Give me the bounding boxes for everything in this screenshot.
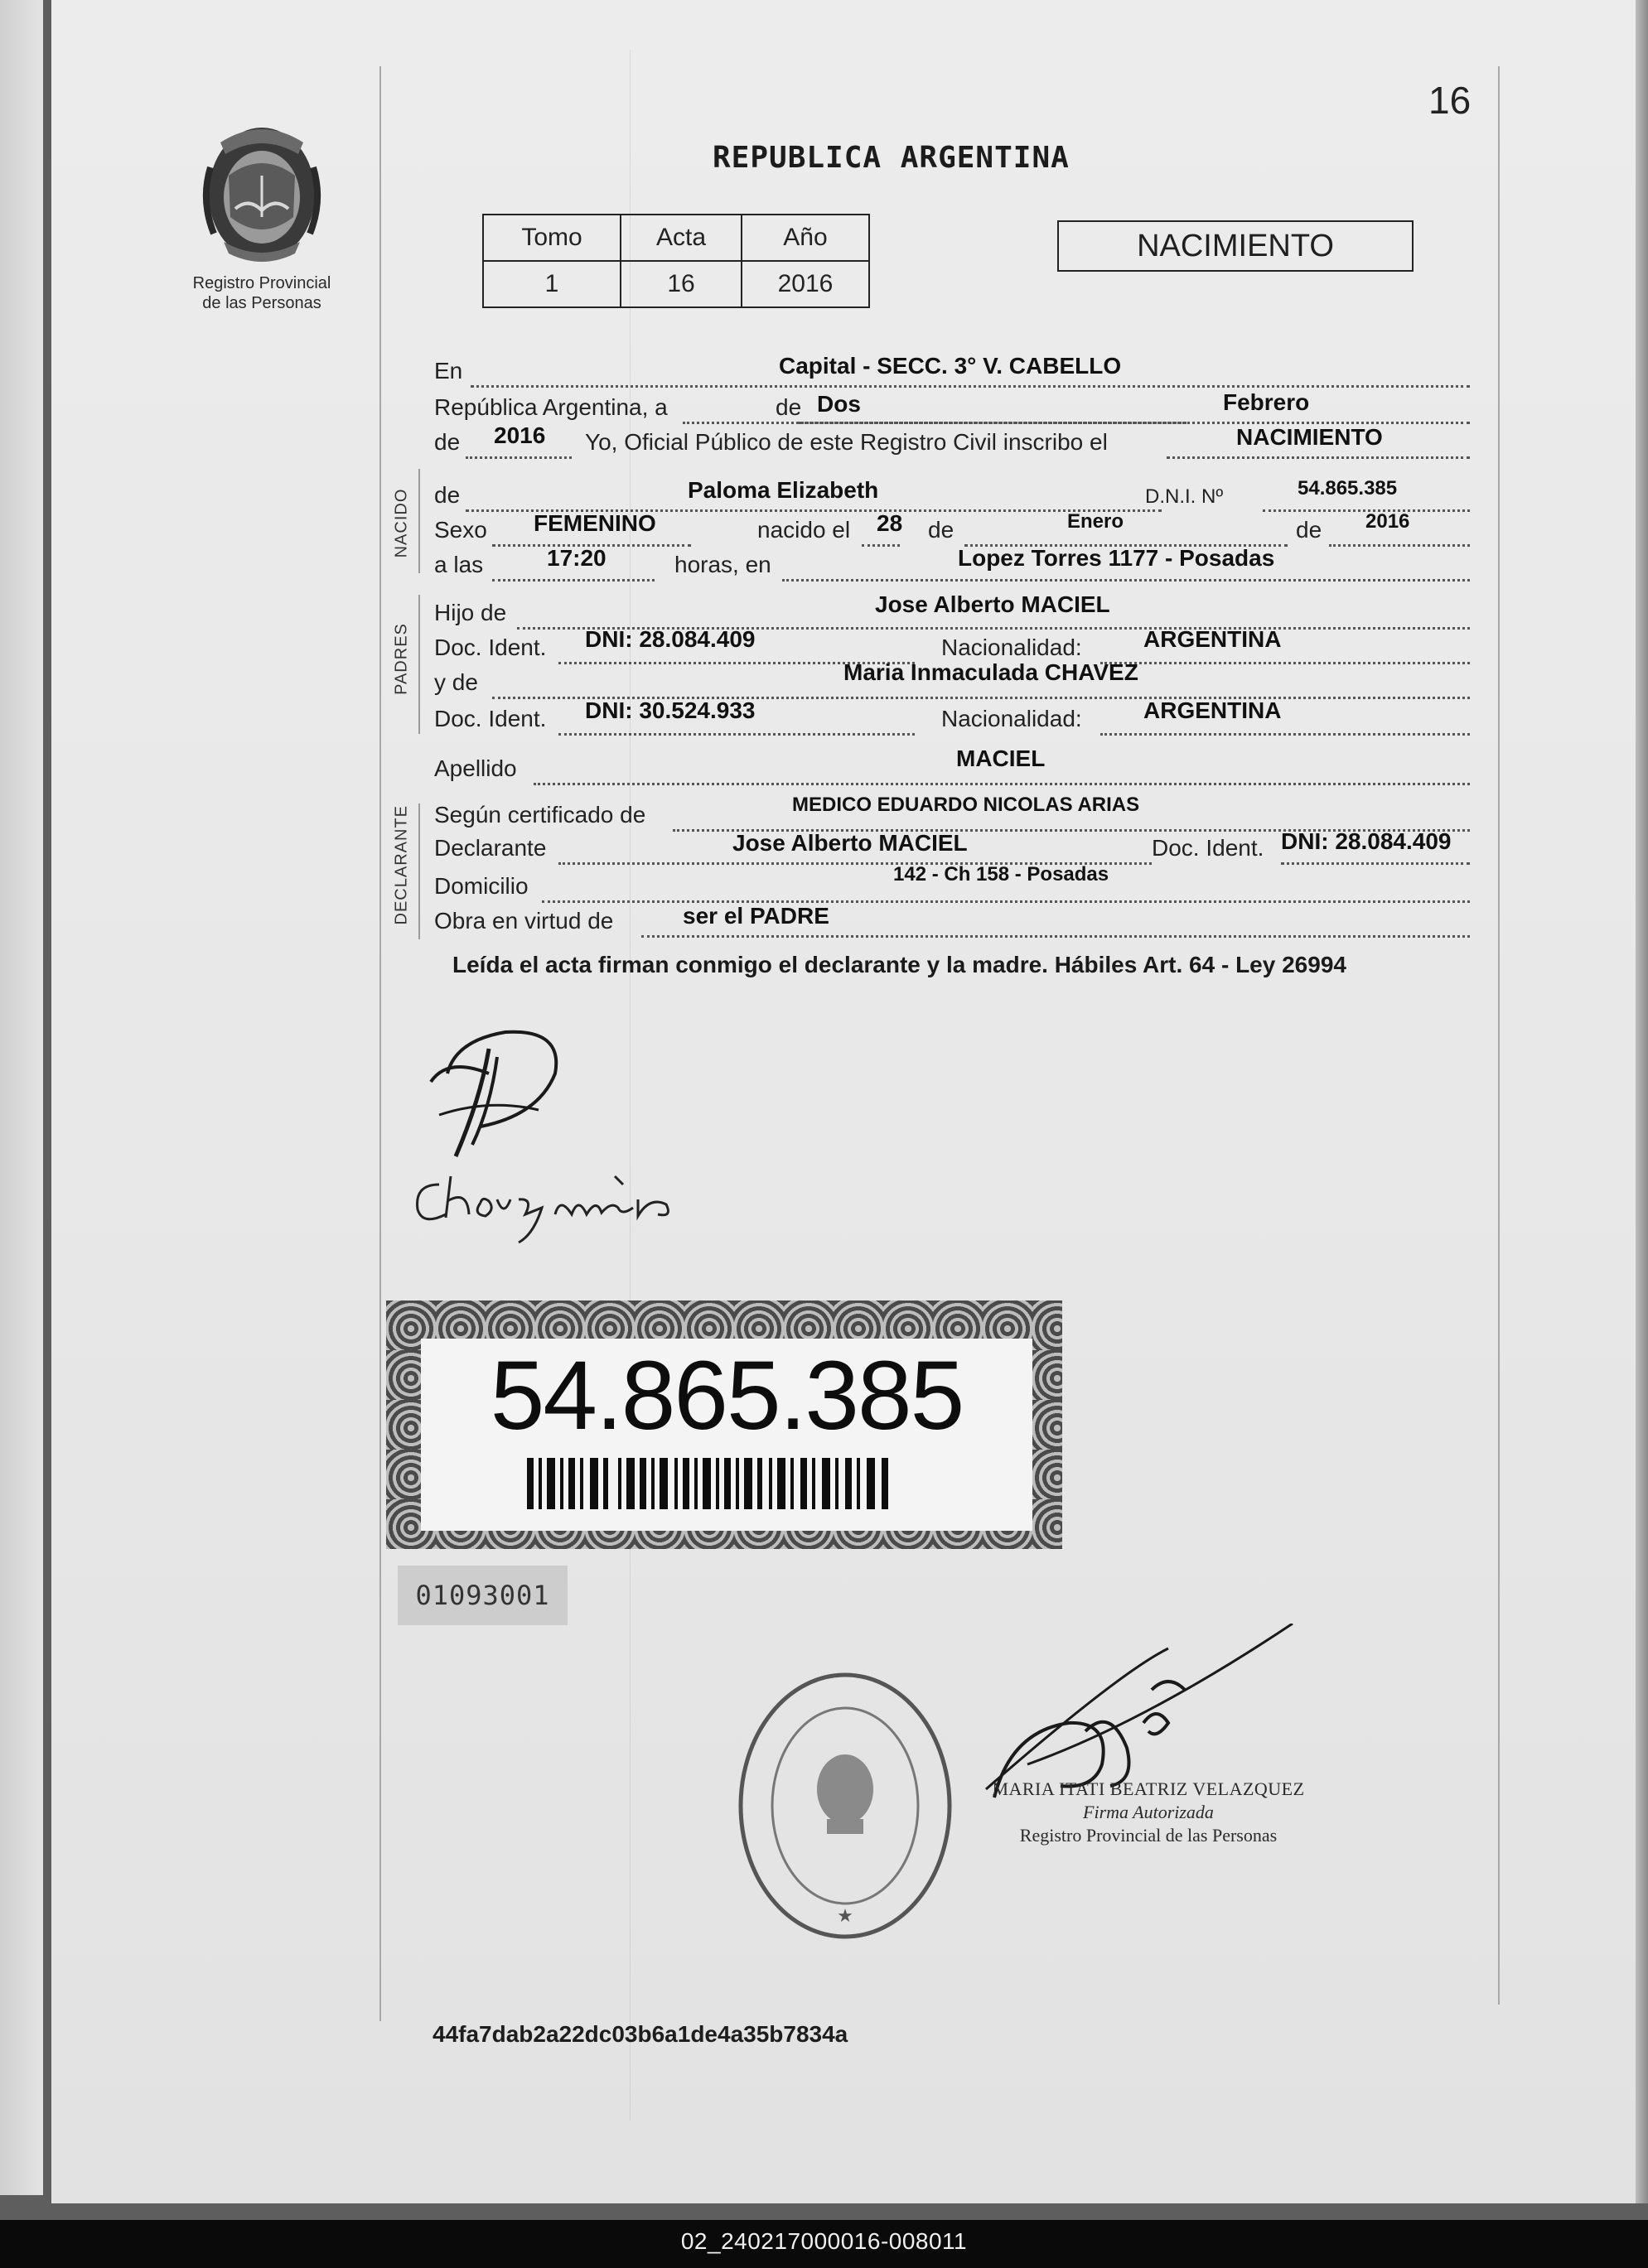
value-mother-doc: DNI: 30.524.933 <box>585 697 756 723</box>
document-title: REPUBLICA ARGENTINA <box>713 141 1070 175</box>
closing-text: Leída el acta firman conmigo el declarante y la madre. Hábiles Art. 64 - Ley 26994 <box>452 952 1346 977</box>
row-domicilio <box>434 863 1470 903</box>
label-apellido: Apellido <box>434 755 517 781</box>
value-ano: 2016 <box>742 261 869 307</box>
row-nacido-name <box>434 477 1470 512</box>
logo-caption-line2: de las Personas <box>202 294 321 312</box>
value-birth-year: 2016 <box>1365 510 1410 533</box>
label-de-name: de <box>434 482 461 508</box>
oficial-text: Yo, Oficial Público de este Registro Civil inscribo el <box>585 429 1108 455</box>
official-name: MARIA ITATI BEATRIZ VELAZQUEZ <box>992 1778 1305 1799</box>
label-declarante: Declarante <box>434 835 547 861</box>
value-birth-month: Enero <box>1067 510 1124 533</box>
serial-number: 01093001 <box>398 1566 568 1625</box>
value-father-doc: DNI: 28.084.409 <box>585 626 756 652</box>
label-certificado: Según certificado de <box>434 802 646 828</box>
label-a-las: a las <box>434 552 484 577</box>
document-hash: 44fa7dab2a22dc03b6a1de4a35b7834a <box>433 2021 848 2047</box>
label-de-birth-month: de <box>928 517 954 543</box>
value-hour: 17:20 <box>547 545 607 571</box>
margin-line-right <box>1498 66 1500 2005</box>
header-ano: Año <box>742 215 869 261</box>
row-year <box>434 422 1470 459</box>
label-sexo: Sexo <box>434 517 487 543</box>
label-dni: D.N.I. Nº <box>1145 485 1224 508</box>
header-acta: Acta <box>621 215 742 261</box>
label-de-birth-year: de <box>1296 517 1322 543</box>
value-certificado: MEDICO EDUARDO NICOLAS ARIAS <box>792 794 1140 816</box>
label-republica: República Argentina, a <box>434 394 668 420</box>
label-declarante-doc: Doc. Ident. <box>1152 835 1264 861</box>
section-label-nacido: NACIDO <box>392 488 411 558</box>
footer-id: 02_240217000016-008011 <box>680 2228 968 2254</box>
label-hijo-de: Hijo de <box>434 600 507 625</box>
value-place: Capital - SECC. 3° V. CABELLO <box>779 353 1122 379</box>
value-domicilio: 142 - Ch 158 - Posadas <box>893 863 1109 885</box>
value-inscribe: NACIMIENTO <box>1236 424 1383 450</box>
logo-caption-line1: Registro Provincial <box>192 274 331 292</box>
value-acta: 16 <box>621 261 742 307</box>
svg-text:★: ★ <box>837 1906 853 1927</box>
value-child-name: Paloma Elizabeth <box>688 477 879 503</box>
label-obra: Obra en virtud de <box>434 908 614 934</box>
row-declarante <box>434 828 1470 865</box>
id-sticker-number: 54.865.385 <box>490 1341 964 1450</box>
value-day: Dos <box>817 391 861 417</box>
row-date <box>434 389 1470 424</box>
label-de-year: de <box>434 429 461 455</box>
register-table-values <box>483 261 869 307</box>
register-table <box>482 214 870 308</box>
declarant-signature <box>414 1024 597 1173</box>
row-mother-doc <box>434 697 1470 736</box>
official-role: Firma Autorizada <box>1083 1802 1214 1822</box>
label-en: En <box>434 358 463 384</box>
page-number: 16 <box>1428 79 1472 122</box>
barcode <box>527 1458 892 1509</box>
label-nacido-el: nacido el <box>757 517 851 543</box>
label-de-month: de <box>772 394 805 421</box>
row-mother <box>434 659 1470 699</box>
value-month: Febrero <box>1223 389 1310 415</box>
value-obra: ser el PADRE <box>683 903 829 929</box>
header-tomo: Tomo <box>483 215 621 261</box>
value-declarante: Jose Alberto MACIEL <box>732 830 968 856</box>
label-mother-doc: Doc. Ident. <box>434 706 547 731</box>
row-obra <box>434 903 1470 938</box>
logo-caption <box>162 273 361 313</box>
underlying-sheet <box>0 0 43 2195</box>
margin-line-left <box>379 66 381 2021</box>
value-year: 2016 <box>494 422 546 448</box>
value-apellido: MACIEL <box>956 746 1046 771</box>
section-label-padres: PADRES <box>392 623 411 695</box>
register-table-header <box>483 215 869 261</box>
value-mother-nat: ARGENTINA <box>1143 697 1282 723</box>
mother-signature <box>409 1160 683 1251</box>
value-mother-name: Maria Inmaculada CHAVEZ <box>843 659 1138 685</box>
value-father-name: Jose Alberto MACIEL <box>875 591 1110 617</box>
label-father-nat: Nacionalidad: <box>941 635 1082 660</box>
official-block <box>991 1778 1306 1847</box>
label-y-de: y de <box>434 669 478 695</box>
official-stamp <box>729 1665 961 1947</box>
label-father-doc: Doc. Ident. <box>434 635 547 660</box>
label-horas-en: horas, en <box>674 552 771 577</box>
official-org: Registro Provincial de las Personas <box>1019 1825 1278 1846</box>
value-birth-place: Lopez Torres 1177 - Posadas <box>958 545 1275 571</box>
row-father <box>434 591 1470 630</box>
row-en <box>434 353 1470 388</box>
value-declarante-doc: DNI: 28.084.409 <box>1281 828 1452 854</box>
sheet-edge <box>1636 0 1648 2203</box>
row-hour <box>434 545 1470 581</box>
act-type-box: NACIMIENTO <box>1057 220 1414 272</box>
province-coat-of-arms <box>196 118 328 267</box>
value-child-dni: 54.865.385 <box>1298 477 1398 499</box>
row-apellido <box>434 746 1470 785</box>
value-father-nat: ARGENTINA <box>1143 626 1282 652</box>
row-sexo <box>434 510 1470 547</box>
value-sexo: FEMENINO <box>534 510 656 536</box>
label-domicilio: Domicilio <box>434 873 529 899</box>
row-certificado <box>434 794 1470 832</box>
section-label-declarante: DECLARANTE <box>392 805 411 925</box>
label-mother-nat: Nacionalidad: <box>941 706 1082 731</box>
value-birth-day: 28 <box>877 510 903 536</box>
value-tomo: 1 <box>483 261 621 307</box>
